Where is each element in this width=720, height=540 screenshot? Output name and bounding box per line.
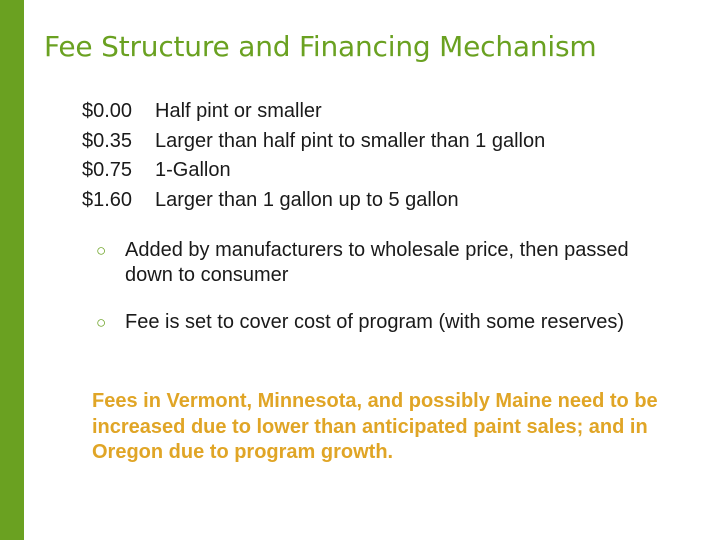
bullet-text: Fee is set to cover cost of program (with some reserves) bbox=[125, 311, 625, 333]
circle-outline-bullet-icon: ○ bbox=[96, 241, 107, 260]
bullet-item bbox=[96, 310, 676, 335]
bullet-list bbox=[96, 238, 676, 357]
fee-table bbox=[82, 97, 545, 215]
fee-description: Larger than 1 gallon up to 5 gallon bbox=[155, 188, 459, 211]
fee-row bbox=[82, 186, 545, 216]
fee-row bbox=[82, 156, 545, 186]
fee-increase-note: Fees in Vermont, Minnesota, and possibly Maine need to be increased due to lower than anticipated paint sales; and in Oregon due to program growth. bbox=[92, 390, 658, 463]
fee-description: Half pint or smaller bbox=[155, 100, 322, 122]
circle-outline-bullet-icon: ○ bbox=[96, 313, 107, 332]
accent-bar bbox=[0, 0, 24, 540]
bullet-text: Added by manufacturers to wholesale price, then passed down to consumer bbox=[125, 239, 629, 286]
fee-price: $0.75 bbox=[82, 159, 133, 181]
fee-description: 1-Gallon bbox=[155, 159, 231, 181]
fee-price: $0.35 bbox=[82, 129, 133, 152]
slide-title: Fee Structure and Financing Mechanism bbox=[44, 30, 597, 63]
fee-row bbox=[82, 127, 545, 157]
fee-price: $0.00 bbox=[82, 100, 133, 122]
fee-price: $1.60 bbox=[82, 188, 133, 211]
fee-description: Larger than half pint to smaller than 1 gallon bbox=[155, 129, 546, 152]
bullet-item bbox=[96, 238, 676, 288]
fee-row bbox=[82, 97, 545, 127]
